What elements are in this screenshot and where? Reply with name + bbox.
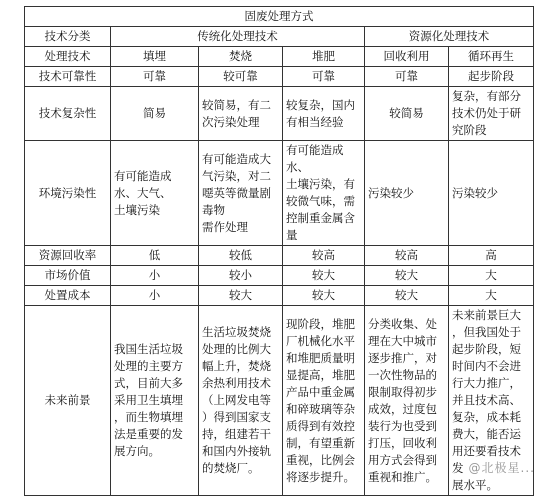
- table-row-market-value: [25, 266, 534, 286]
- table-cell: 简易: [111, 87, 199, 141]
- table-cell: 较复杂，国内 有相当经验: [283, 87, 365, 141]
- table-cell: 有可能造成大 气污染，对二 噁英等微量剧 毒物 需作处理: [199, 141, 283, 246]
- table-cell: 较大: [365, 266, 449, 286]
- category-row-label: 技术分类: [25, 27, 111, 47]
- watermark: @北极星...: [468, 461, 535, 475]
- table-cell: 较大: [283, 266, 365, 286]
- table-cell: 现阶段，堆肥 厂机械化水平 和堆肥质量明 显提高，堆肥 产品中重金属 和碎玻璃等杂 质得到有效控 制，有望重新 重视，比例会 将逐步提升。: [283, 306, 365, 496]
- table-cell: 我国生活垃圾 处理的主要方 式，目前大多 采用卫生填埋 ，而生物填埋 法是重要的发 展方向。: [111, 306, 199, 496]
- method-header: 循环再生: [449, 47, 534, 67]
- table-cell: 分类收集、处 理在大中城市 逐步推广，对 一次性物品的 限制取得初步 成效，过度包 装行为也受到 打压，回收利 用方式会得到 重视和推广。: [365, 306, 449, 496]
- table-cell: 较大: [283, 286, 365, 306]
- table-cell: 污染较少: [449, 141, 534, 246]
- resource-category-header: 资源化处理技术: [365, 27, 534, 47]
- table-title: 固废处理方式: [25, 7, 534, 27]
- table-cell: 高: [449, 246, 534, 266]
- method-header: 焚烧: [199, 47, 283, 67]
- table-cell: 污染较少: [365, 141, 449, 246]
- table-cell: 复杂，有部分 技术仍处于研 究阶段: [449, 87, 534, 141]
- table-cell: 可靠: [365, 67, 449, 87]
- solid-waste-treatment-table: [24, 6, 534, 496]
- table-cell: 较可靠: [199, 67, 283, 87]
- table-cell: 较低: [199, 246, 283, 266]
- method-header: 填埋: [111, 47, 199, 67]
- table-cell: 大: [449, 286, 534, 306]
- table-row-cost: [25, 286, 534, 306]
- table-cell: 可靠: [283, 67, 365, 87]
- table-row-future: [25, 306, 534, 496]
- row-label: 技术可靠性: [25, 67, 111, 87]
- table-cell: 低: [111, 246, 199, 266]
- table-cell: 较简易: [365, 87, 449, 141]
- table-cell: 较大: [199, 286, 283, 306]
- table-cell: 小: [111, 286, 199, 306]
- table-cell: 小: [111, 266, 199, 286]
- row-label: 未来前景: [25, 306, 111, 496]
- category-row: [25, 27, 534, 47]
- table-row-complexity: [25, 87, 534, 141]
- table-row-recovery: [25, 246, 534, 266]
- table-cell: 生活垃圾焚烧 处理的比例大 幅上升，焚烧 余热利用技术 （上网发电等 ）得到国家支 持，组建若干 和国内外接轨 的焚烧厂。: [199, 306, 283, 496]
- row-label: 技术复杂性: [25, 87, 111, 141]
- title-row: [25, 7, 534, 27]
- row-label: 环境污染性: [25, 141, 111, 246]
- method-header: 堆肥: [283, 47, 365, 67]
- row-label: 市场价值: [25, 266, 111, 286]
- row-label: 处置成本: [25, 286, 111, 306]
- row-label: 资源回收率: [25, 246, 111, 266]
- table-cell: 较大: [365, 286, 449, 306]
- table-cell: 大: [449, 266, 534, 286]
- table-cell: 起步阶段: [449, 67, 534, 87]
- table-cell: 较简易，有二 次污染处理: [199, 87, 283, 141]
- methods-row-label: 处理技术: [25, 47, 111, 67]
- table-cell: 较小: [199, 266, 283, 286]
- table-row-pollution: [25, 141, 534, 246]
- table-row-reliability: [25, 67, 534, 87]
- methods-row: [25, 47, 534, 67]
- table-cell: 有可能造成 水、大气、 土壤污染: [111, 141, 199, 246]
- traditional-category-header: 传统化处理技术: [111, 27, 365, 47]
- table-cell: 可靠: [111, 67, 199, 87]
- table-cell: 较高: [283, 246, 365, 266]
- table-cell: 未来前景巨大 ，但我国处于 起步阶段，短 时间内不会进 行大力推广， 并且技术高、 复杂，成本耗 费大，能否运 用还要看技术发 展水平。: [449, 306, 534, 496]
- method-header: 回收利用: [365, 47, 449, 67]
- table-cell: 较高: [365, 246, 449, 266]
- table-cell: 有可能造成水、 土壤污染，有 较微气味，需 控制重金属含 量: [283, 141, 365, 246]
